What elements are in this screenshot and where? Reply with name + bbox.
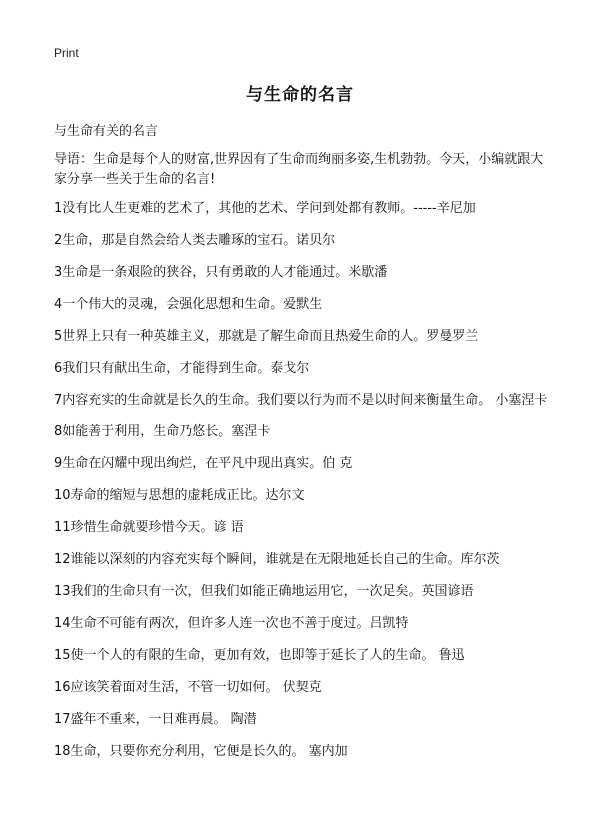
quote-item: 12谁能以深刻的内容充实每个瞬间，谁就是在无限地延长自己的生命。库尔茨 [54,552,500,567]
quote-item: 1没有比人生更难的艺术了，其他的艺术、学问到处都有教师。-----辛尼加 [54,201,476,216]
quote-item: 2生命，那是自然会给人类去雕琢的宝石。诺贝尔 [54,233,336,248]
quote-item: 15使一个人的有限的生命，更加有效，也即等于延长了人的生命。 鲁迅 [54,648,465,663]
quote-item: 5世界上只有一种英雄主义，那就是了解生命而且热爱生命的人。罗曼罗兰 [54,329,479,344]
quote-item: 17盛年不重来，一日难再晨。 陶潜 [54,712,257,727]
quote-item: 10寿命的缩短与思想的虚耗成正比。达尔文 [54,488,305,503]
quote-item: 16应该笑着面对生活，不管一切如何。 伏契克 [54,680,322,695]
subtitle: 与生命有关的名言 [54,124,159,139]
quote-list [54,199,554,774]
quote-item: 4一个伟大的灵魂，会强化思想和生命。爱默生 [54,297,323,312]
quote-item: 13我们的生命只有一次，但我们如能正确地运用它，一次足矣。英国谚语 [54,584,474,599]
intro-paragraph: 导语：生命是每个人的财富,世界因有了生命而绚丽多姿,生机勃勃。今天，小编就跟大家分享一些关于生命的名言! [54,152,544,187]
quote-item: 9生命在闪耀中现出绚烂，在平凡中现出真实。伯 克 [54,456,353,471]
quote-item: 8如能善于利用，生命乃悠长。塞涅卡 [54,424,271,439]
quote-item: 6我们只有献出生命，才能得到生命。泰戈尔 [54,361,310,376]
page-title: 与生命的名言 [246,85,354,105]
quote-item: 14生命不可能有两次，但许多人连一次也不善于度过。吕凯特 [54,616,409,631]
quote-item: 7内容充实的生命就是长久的生命。我们要以行为而不是以时间来衡量生命。 小塞涅卡 [54,393,548,408]
quote-item: 11珍惜生命就要珍惜今天。谚 语 [54,520,244,535]
print-link[interactable]: Print [54,46,79,60]
quote-item: 3生命是一条艰险的狭谷，只有勇敢的人才能通过。米歇潘 [54,265,388,280]
quote-item: 18生命，只要你充分利用，它便是长久的。 塞内加 [54,744,348,759]
